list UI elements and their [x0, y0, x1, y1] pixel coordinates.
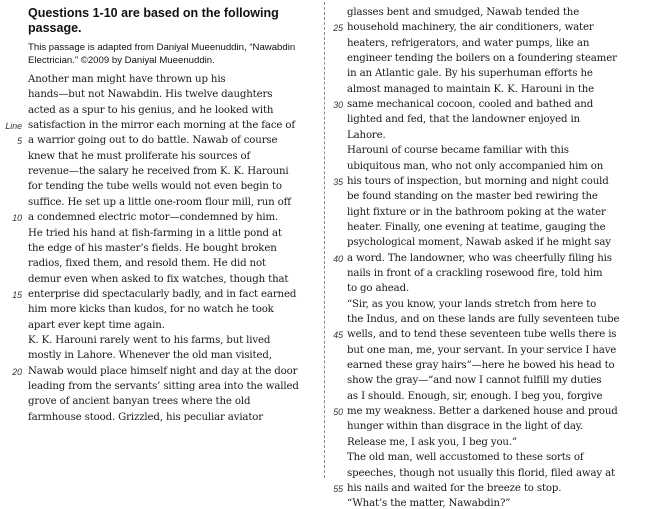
line-number: 25 — [333, 23, 343, 34]
passage-line: Nawab would place himself night and day at the door — [28, 365, 298, 377]
passage-line: nails in front of a crackling rosewood fire, told him — [347, 267, 603, 279]
passage-line: mostly in Lahore. Whenever the old man visited, — [28, 350, 272, 362]
passage-line: Harouni of course became familiar with this — [347, 145, 569, 157]
passage-line: same mechanical cocoon, cooled and bathed and — [347, 99, 594, 111]
passage-line: revenue—the salary he received from K. K. Harouni — [28, 166, 289, 178]
passage-line: in an Atlantic gale. By his superhuman efforts he — [347, 68, 593, 80]
passage-line: household machinery, the air conditioners, water — [347, 22, 594, 34]
passage-line: knew that he must proliferate his sources of — [28, 150, 251, 162]
line-number: 30 — [333, 100, 343, 111]
passage-line: earned these gray hairs”—here he bowed his head to — [347, 360, 615, 372]
passage-line: glasses bent and smudged, Nawab tended the — [347, 7, 580, 18]
line-number: 5 — [17, 136, 22, 147]
line-number: Line — [5, 121, 22, 132]
passage-line: He tried his hand at fish-farming in a little pond at — [28, 227, 282, 239]
passage-line: demur even when asked to fix watches, though that — [28, 273, 289, 285]
passage-line: wells, and to tend these seventeen tube wells there is — [347, 329, 617, 341]
passage-line: his nails and waited for the breeze to stop. — [347, 482, 562, 494]
passage-line: me my weakness. Better a darkened house and proud — [347, 406, 618, 418]
line-number: 20 — [12, 366, 22, 377]
passage-line: psychological moment, Nawab asked if he might say — [347, 237, 611, 249]
passage-line: K. K. Harouni rarely went to his farms, but lived — [28, 334, 271, 346]
line-number: 40 — [333, 253, 343, 264]
passage-intro: This passage is adapted from Daniyal Mueenuddin, “Nawabdin Electrician.” ©2009 by Daniyal Mueenuddin. — [28, 42, 296, 66]
passage-line: “Sir, as you know, your lands stretch from here to — [347, 298, 597, 310]
passage-line: leading from the servants’ sitting area into the walled — [28, 381, 299, 392]
passage-line: almost managed to maintain K. K. Harouni in the — [347, 83, 595, 95]
passage-line: a word. The landowner, who was cheerfully filing his — [347, 252, 612, 264]
passage-line: him more kicks than kudos, for no watch he took — [28, 304, 274, 316]
passage-line: be found standing on the master bed rewiring the — [347, 191, 598, 203]
passage-line: Lahore. — [347, 129, 386, 141]
passage-line: grove of ancient banyan trees where the old — [28, 396, 251, 408]
passage-line: lighted and fed, that the landowner enjoyed in — [347, 114, 580, 126]
passage-line: the Indus, and on these lands are fully seventeen tube — [347, 314, 620, 325]
passage-line: a warrior going out to do battle. Nawab of course — [28, 135, 278, 147]
line-number: 50 — [333, 407, 343, 418]
passage-line: show the gray—“and now I cannot fulfill my duties — [347, 375, 602, 387]
line-number: 35 — [333, 176, 343, 187]
passage-line: as I should. Enough, sir, enough. I beg you, forgive — [347, 390, 603, 402]
passage-line: Release me, I ask you, I beg you.” — [347, 436, 517, 448]
passage-line: a condemned electric motor—condemned by him. — [28, 212, 279, 224]
passage-line: heaters, refrigerators, and water pumps, like an — [347, 37, 590, 49]
passage-line: radios, fixed them, and resold them. He did not — [28, 258, 266, 270]
passage-line: for tending the tube wells would not even begin to — [28, 181, 282, 193]
passage-line: farmhouse stood. Grizzled, his peculiar aviator — [28, 411, 264, 423]
questions-heading: Questions 1-10 are based on the following passage. — [28, 6, 279, 35]
passage-line: but one man, me, your servant. In your service I have — [347, 344, 617, 356]
passage-line: to go ahead. — [347, 283, 410, 295]
passage-line: ubiquitous man, who not only accompanied him on — [347, 160, 604, 172]
line-number: 45 — [333, 330, 343, 341]
passage-line: the edge of his master’s fields. He bought broken — [28, 242, 277, 254]
passage-line: suffice. He set up a little one-room flour mill, run off — [28, 196, 291, 208]
line-number: 15 — [12, 289, 22, 300]
passage-line: apart ever kept time again. — [28, 319, 165, 331]
line-number: 10 — [12, 213, 22, 224]
passage-line: satisfaction in the mirror each morning at the face of — [28, 120, 295, 132]
passage-line: speeches, though not usually this florid, filed away at — [347, 467, 615, 479]
passage-line: heater. Finally, one evening at teatime, gauging the — [347, 221, 606, 233]
passage-line: enterprise did spectacularly badly, and in fact earned — [28, 288, 297, 300]
passage-line: engineer tending the boilers on a foundering steamer — [347, 53, 617, 65]
passage-line: his tours of inspection, but morning and night could — [347, 175, 609, 187]
passage-line: The old man, well accustomed to these sorts of — [347, 452, 584, 464]
passage-line: hands—but not Nawabdin. His twelve daughters — [28, 89, 273, 101]
passage-line: light fixture or in the bathroom poking at the water — [347, 206, 606, 218]
line-number: 55 — [333, 483, 343, 494]
passage-line: hunger within than disgrace in the light of day. — [347, 421, 584, 433]
passage-line: Another man might have thrown up his — [28, 74, 226, 85]
passage-line: “What’s the matter, Nawabdin?” — [347, 498, 511, 509]
passage-line: acted as a spur to his genius, and he looked with — [28, 104, 274, 116]
